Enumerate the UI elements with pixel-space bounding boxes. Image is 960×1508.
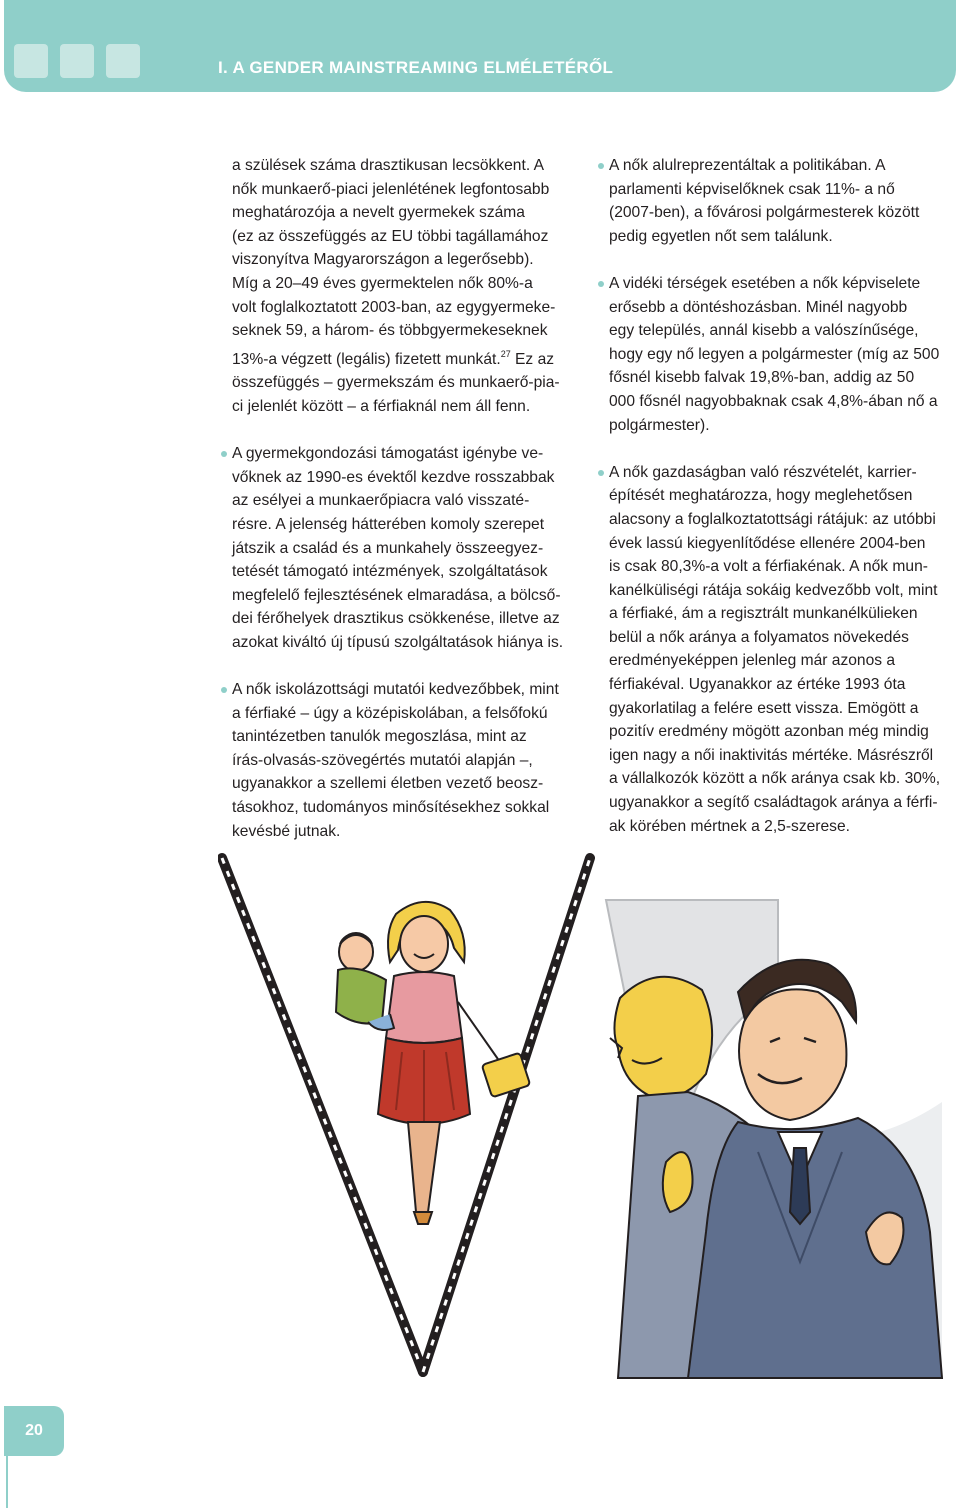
text-line: kanélküliségi rátája sokáig kedvezőbb volt, mint: [609, 581, 938, 599]
chapter-header: [4, 0, 956, 92]
text-line: eredményeképpen jelenleg már azonos a: [609, 652, 896, 670]
text-line: fősnél kisebb falvak 19,8%-ban, addig az 50: [609, 369, 915, 387]
text-line: nők munkaerő-piaci jelenlétének legfontosabb: [232, 180, 550, 198]
text-line: A nők gazdaságban való részvételét, karrier-: [609, 463, 917, 481]
text-line: 000 fősnél nagyobbaknak csak 4,8%-ában nő a: [609, 392, 938, 410]
text-line: férfiakéval. Ugyanakkor az értéke 1993 óta: [609, 676, 906, 694]
text-line: kevésbé jutnak.: [232, 822, 341, 840]
text-line: A gyermekgondozási támogatást igénybe ve-: [232, 445, 544, 463]
text-line: a férfiaké – úgy a középiskolában, a felsőfokú: [232, 704, 548, 722]
chapter-title: I. A GENDER MAINSTREAMING ELMÉLETÉRŐL: [218, 58, 614, 77]
text-line: vőknek az 1990-es évektől kezdve rosszabbak: [232, 468, 555, 486]
text-line: ugyanakkor a szellemi életben vezető beosz-: [232, 775, 544, 793]
text-line: a vállalkozók között a nők aránya csak kb. 30%,: [609, 770, 941, 788]
bullet-childcare: [232, 442, 582, 654]
header-square-3: [106, 44, 140, 78]
text-line: (2007-ben), a fővárosi polgármesterek között: [609, 204, 920, 222]
text-line: (ez az összefüggés az EU többi tagállamához: [232, 227, 549, 245]
text-line: hogy egy nő legyen a polgármester (míg az 500: [609, 345, 940, 363]
header-square-2: [60, 44, 94, 78]
text-line: volt foglalkoztatott 2003-ban, az egygyermeke-: [232, 298, 556, 316]
text-line: viszonyítva Magyarországon a legerősebb).: [232, 251, 534, 269]
text-line: ak körében mértnek a 2,5-szerese.: [609, 817, 850, 835]
paragraph-intro: [232, 154, 582, 419]
page-number: 20: [4, 1406, 64, 1456]
text-line: évek lassú kiegyenlítődése ellenére 2004-ben: [609, 534, 926, 552]
text-line: megfelelő fejlesztésének elmaradása, a bölcső-: [232, 586, 561, 604]
bullet-dot: [598, 281, 604, 287]
bullet-dot: [598, 163, 604, 169]
text-line: a férfiaké, ám a regisztrált munkanélkülieken: [609, 605, 918, 623]
footnote-marker: 27: [500, 348, 511, 359]
text-line: igen nagy a női inaktivitás mértéke. Másrészről: [609, 746, 934, 764]
text-line: a szülések száma drasztikusan lecsökkent. A: [232, 157, 545, 174]
text-line: alacsony a foglalkoztatottsági rátájuk: az utóbbi: [609, 510, 936, 528]
text-line: tanintézetben tanulók megoszlása, mint az: [232, 728, 527, 746]
text-line: meghatározója a nevelt gyermekek száma: [232, 204, 525, 222]
woman-figure-icon: [336, 902, 530, 1224]
text-line: seknek 59, a három- és többgyermekeseknek: [232, 322, 548, 340]
text-line: résre. A jelenség hátterében komoly szerepet: [232, 515, 545, 533]
text-line: erősebb a döntéshozásban. Minél nagyobb: [609, 298, 908, 316]
header-square-1: [14, 44, 48, 78]
bullet-dot: [221, 687, 227, 693]
text-line: azokat kiváltó új típusú szolgáltatások hiánya is.: [232, 633, 564, 651]
bullet-dot: [221, 451, 227, 457]
text-line: A nők iskolázottsági mutatói kedvezőbbek, mint: [232, 681, 559, 699]
text-line: pedig egyetlen nőt sem találunk.: [609, 227, 833, 245]
text-line: A vidéki térségek esetében a nők képviselete: [609, 274, 921, 292]
text-line: egy település, annál kisebb a valószínűsége,: [609, 322, 919, 340]
text-line: írás-olvasás-szövegértés mutatói alapján –,: [232, 751, 533, 769]
bullet-economy: [609, 461, 949, 839]
text-line: polgármester).: [609, 416, 710, 434]
text-line: gyakorlatilag a felére esett vissza. Emögött a: [609, 699, 919, 717]
bullet-politics: [609, 154, 949, 248]
text-line: 13%-a végzett (legális) fizetett munkát.: [232, 350, 501, 368]
text-line: építését meghatározza, hogy meglehetősen: [609, 487, 913, 505]
text-line: belül a nők aránya a folyamatos növekedés: [609, 628, 909, 646]
text-line: tásokhoz, tudományos minősítésekhez sokkal: [232, 799, 550, 817]
text-line: A nők alulreprezentáltak a politikában. A: [609, 157, 886, 174]
text-line: parlamenti képviselőknek csak 11%- a nő: [609, 180, 895, 198]
text-line: játszik a család és a munkahely összeegyez-: [232, 539, 544, 557]
left-column: [232, 154, 582, 843]
text-line: az esélyei a munkaerőpiacra való visszaté-: [232, 492, 530, 510]
text-line: pozitív eredmény mögött azonban még mindig: [609, 723, 929, 741]
text-line: dei férőhelyek drasztikus csökkenése, illetve az: [232, 610, 560, 628]
text-line: is csak 80,3%-a volt a férfiakénak. A nők mun-: [609, 558, 928, 576]
text-line: ugyanakkor a segítő családtagok aránya a férfi-: [609, 794, 938, 812]
bullet-dot: [598, 470, 604, 476]
text-line: tetését támogató intézmények, szolgáltatások: [232, 563, 548, 581]
text-line: összefüggés – gyermekszám és munkaerő-pia-: [232, 374, 560, 392]
text-line: Míg a 20–49 éves gyermektelen nők 80%-a: [232, 274, 533, 292]
bullet-education: [232, 678, 582, 843]
text-line: Ez az: [510, 350, 555, 368]
bullet-rural: [609, 272, 949, 437]
text-line: ci jelenlét között – a férfiaknál nem áll fenn.: [232, 397, 531, 415]
right-column: [609, 154, 949, 838]
cartoon-illustration: [218, 852, 946, 1382]
